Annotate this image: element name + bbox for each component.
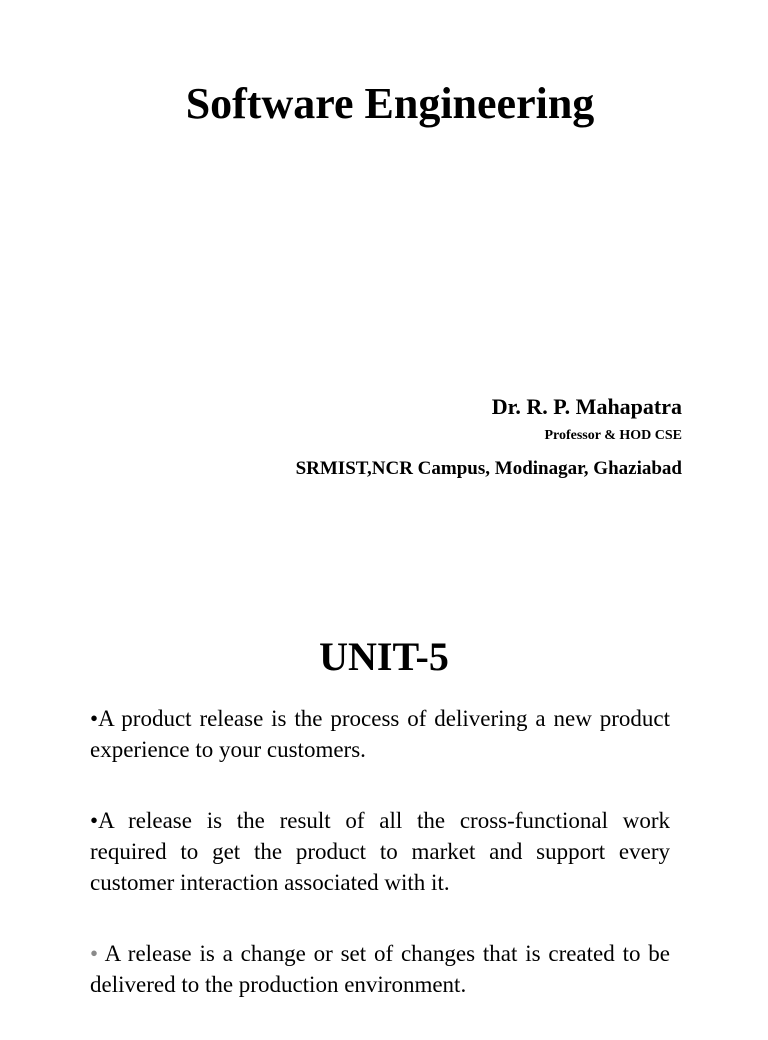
- bullet-item: [90, 703, 670, 765]
- bullet-text: A product release is the process of delivering a new product experience to your customers.: [90, 706, 670, 762]
- bullet-text: A release is the result of all the cross-functional work required to get the product to market and support every customer interaction associated with it.: [90, 808, 670, 895]
- author-institution: SRMIST,NCR Campus, Modinagar, Ghaziabad: [295, 458, 682, 479]
- unit-heading: UNIT-5: [319, 634, 449, 679]
- author-block: [296, 392, 682, 482]
- bullet-item: [90, 938, 670, 1000]
- bullet-mark: •: [90, 941, 105, 966]
- author-name: Dr. R. P. Mahapatra: [491, 394, 682, 419]
- bullet-mark: •: [90, 706, 99, 731]
- author-role: Professor & HOD CSE: [544, 428, 682, 443]
- bullet-text: A release is a change or set of changes that is created to be delivered to the production environment.: [90, 941, 670, 997]
- bullet-item: [90, 805, 670, 898]
- bullet-mark: •: [90, 808, 99, 833]
- document-title: Software Engineering: [185, 79, 595, 128]
- bullet-list: [90, 703, 670, 1040]
